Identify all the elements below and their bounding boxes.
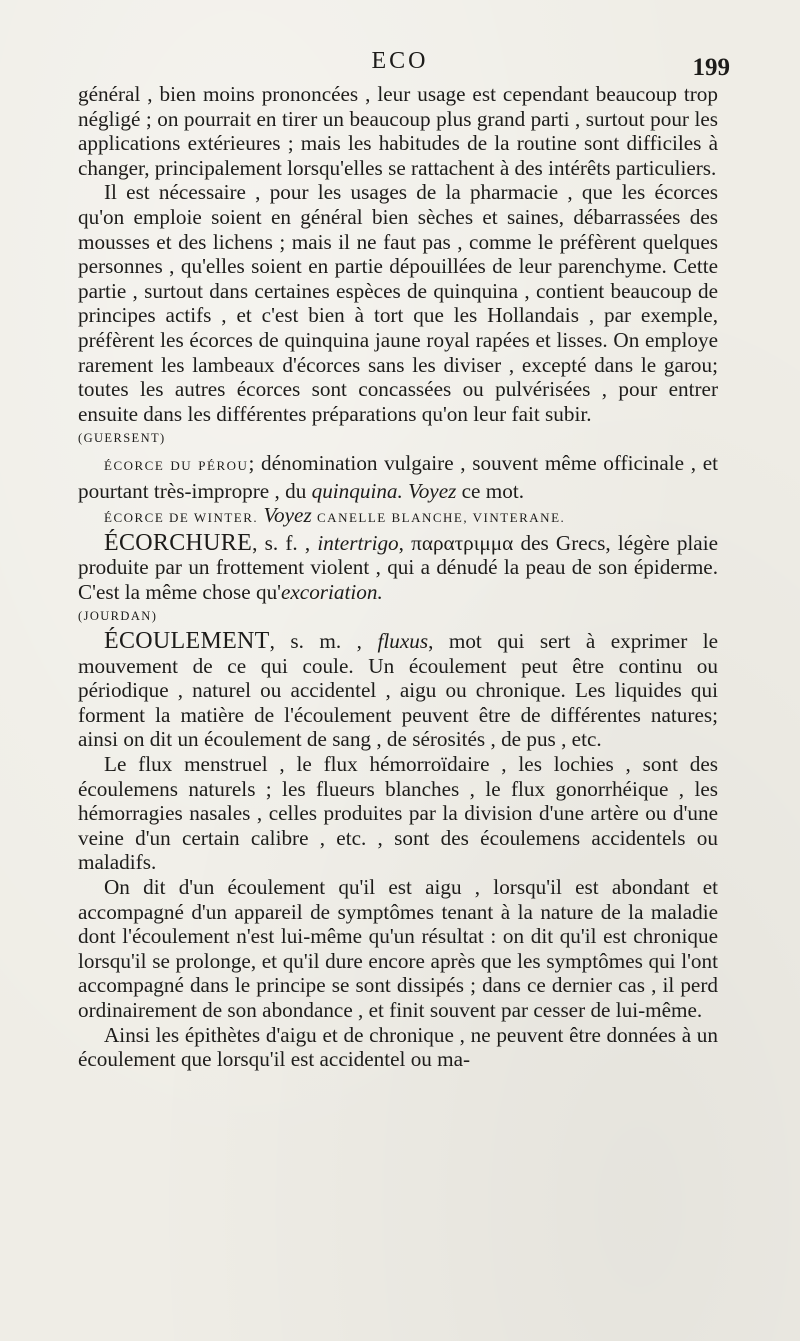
latin-term: intertrigo (317, 530, 399, 555)
entry-text-tail: ce mot. (461, 478, 525, 503)
entry-ecoulement (78, 629, 718, 752)
voyez-reference: Voyez (263, 503, 312, 528)
paragraph-continuation: général , bien moins prononcées , leur usage est cependant beaucoup trop négligé ; on pourrait en tirer un beaucoup plus grand parti , surtout pour les applications extérieures ; mais les habitudes de la routine sont difficiles à changer, principalement lorsqu'elles se rattachent à des intérêts particuliers. (78, 82, 718, 180)
grammar-label: , s. f. , (252, 530, 311, 555)
cross-references: CANELLE BLANCHE, VINTERANE. (317, 510, 566, 526)
headword-ecorce-du-perou: ÉCORCE DU PÉROU (104, 457, 249, 473)
greek-term: , παρατριμμα (398, 530, 514, 555)
entry-text: des Grecs, légère plaie produite par un frottement violent , qui a dénudé la peau de son épiderme. C'est la même chose qu' (78, 530, 718, 604)
paragraph-pharmacie (78, 180, 718, 426)
entry-ecorce-de-winter (78, 503, 718, 531)
paragraph-pharmacie-text: Il est nécessaire , pour les usages de la pharmacie , que les écorces qu'on emploie soient en général bien sèches et saines, débarrassées des mousses et des lichens ; mais il ne faut pas , comme le préfèrent quelques personnes , qu'elles soient en partie dépouillées de leur parenchyme. Cette partie , surtout dans certaines espèces de quinquina , contient beaucoup de principes actifs , et c'est bien à tort que les Hollandais , par exemple, préfèrent les écorces de quinquina jaune royal rapées et lisses. On employe rarement les lambeaux d'écorces sans les diviser , excepté dans le garou; toutes les autres écorces sont concassées ou pulvérisées , pour entrer ensuite dans les différentes préparations qu'on leur fait subir. (78, 180, 718, 426)
running-title: ECO (371, 48, 429, 74)
latin-term: fluxus (377, 629, 429, 654)
paragraph-aigu-chronique: On dit d'un écoulement qu'il est aigu , lorsqu'il est abondant et accompagné d'un appareil de symptômes tenant à la nature de la maladie dont l'écoulement n'est lui-même qu'un résultat : on dit qu'il est chronique lorsqu'il se prolonge, et qu'il dure encore après que les symptômes qui l'ont accompagné dans le principe se sont dissipés ; dans ce dernier cas , il perd ordinairement de son abondance , et finit souvent par cesser de lui-même. (78, 875, 718, 1022)
entry-text: , mot qui sert à exprimer le mouvement de ce qui coule. Un écoulement peut être continu ou périodique , naturel ou accidentel , aigu ou chronique. Les liquides qui forment la matière de l'écoulement peuvent être de différentes natures; ainsi on dit un écoulement de sang , de sérosités , de pus , etc. (78, 629, 719, 752)
grammar-label: , s. m. , (269, 629, 362, 654)
paragraph-flux: Le flux menstruel , le flux hémorroïdaire , les lochies , sont des écoulemens naturels ; les flueurs blanches , le flux gonorrhéique , les hémorragies nasales , celles produites par la division d'une artère ou d'une veine d'un certain calibre , etc. , sont des écoulemens accidentels ou maladifs. (78, 752, 718, 875)
italic-term: excoriation. (280, 579, 383, 604)
page-number: 199 (692, 54, 730, 81)
entry-ecorce-du-perou (78, 451, 718, 503)
author-signature-guersent: (GUERSENT) (78, 431, 166, 446)
author-signature-jourdan: (JOURDAN) (78, 609, 158, 624)
headword-ecoulement: ÉCOULEMENT (104, 628, 270, 655)
headword-ecorchure: ÉCORCHURE (104, 529, 253, 556)
page-body (78, 82, 718, 1072)
paragraph-epithetes: Ainsi les épithètes d'aigu et de chronique , ne peuvent être données à un écoulement que lorsqu'il est accidentel ou ma- (78, 1022, 718, 1072)
entry-ecorchure (78, 531, 718, 605)
italic-reference: quinquina. Voyez (311, 478, 457, 503)
headword-ecorce-de-winter: ÉCORCE DE WINTER. (104, 510, 259, 526)
entry-text: ; dénomination vulgaire , souvent même officinale , et pourtant très-impropre , du (78, 450, 718, 503)
